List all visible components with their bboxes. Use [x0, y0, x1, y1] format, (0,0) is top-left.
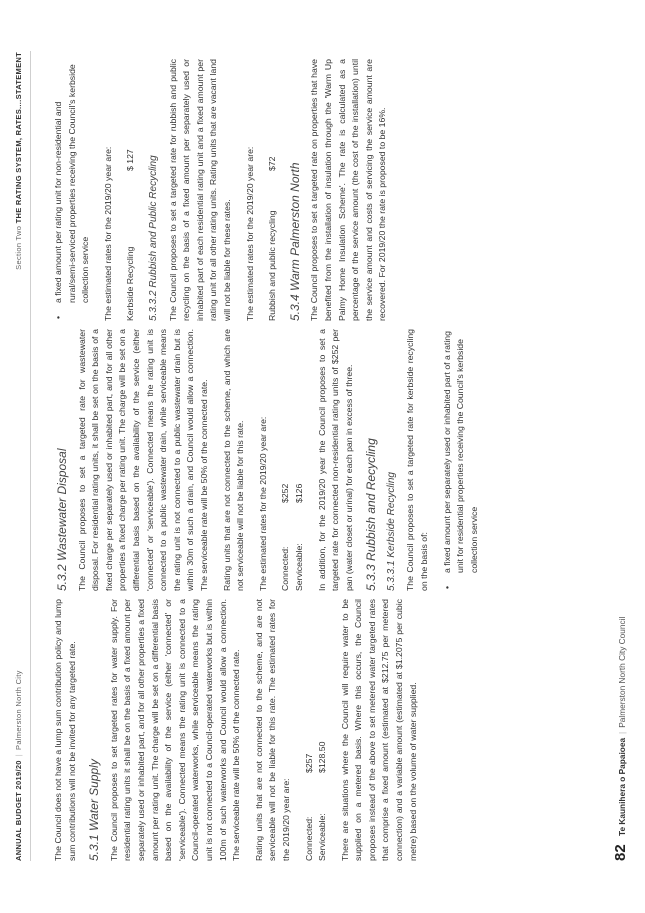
rate-value: $128.50 — [317, 741, 328, 773]
paragraph: The estimated rates for the 2019/20 year are: — [257, 416, 268, 591]
paragraph: The Council does not have a lump sum contribution policy and lump sum contributions will not be invited for any targeted rate. — [53, 599, 77, 861]
bullet-list — [52, 59, 93, 321]
rate-value: $ 127 — [125, 149, 136, 171]
rate-label: Rubbish and public recycling — [267, 210, 278, 321]
rate-value: $252 — [280, 483, 291, 503]
page-number: 82 — [612, 844, 629, 861]
list-item-text: a fixed amount per separately used or inhabited part of a rating unit for residential properties receiving the Council's kerbside collection service — [441, 331, 479, 573]
rate-label: Connected: — [303, 816, 314, 861]
header-divider — [30, 51, 31, 861]
council-maori-name: Te Kaunihera o Papaioea — [617, 737, 627, 836]
paragraph: The estimated rates for the 2019/20 year are: — [102, 146, 113, 321]
header-right — [14, 52, 23, 270]
rate-row — [303, 599, 317, 861]
header-left: ANNUAL BUDGET 2019/20|Palmerston North City — [14, 670, 23, 861]
rate-row — [293, 329, 307, 591]
paragraph: The Council proposes to set a targeted rate for wastewater disposal. For residential rating units, it shall be set on the basis of a fixed charge per separately used or inhabited part, and for all other properties a fixed charge per rating unit. The charge will be set on a differential basis based on the availability of the service (either 'connected' or 'serviceable'). Connected means the rating unit is connected to a public wastewater drain, while serviceable means the rating unit is not connected to a public wastewater drain but is within 30m of such a drain, and Council would allow a connection. The serviceable rate will be 50% of the connected rate. — [76, 329, 209, 591]
rate-label: Connected: — [280, 546, 291, 591]
rate-row — [279, 329, 293, 591]
rate-label: Kerbside Recycling — [125, 246, 136, 321]
paragraph: There are situations where the Council will require water to be supplied on a metered basis. Where this occurs, the Council proposes instead of the above to set metered water targeted rates that comprise a fixed amount (estimated at $212.75 per metered connection) and a variable amount (estimated at $1.2075 per cubic metre) based on the volume of water supplied. — [339, 599, 418, 861]
list-item — [441, 329, 482, 591]
rate-row — [266, 59, 280, 321]
rate-value: $72 — [267, 156, 278, 171]
heading-kerbside-recycling: 5.3.3.1 Kerbside Recycling — [385, 472, 397, 591]
heading-rubbish-recycling: 5.3.3 Rubbish and Recycling — [364, 438, 379, 591]
bullet-icon: • — [53, 315, 63, 319]
budget-title: ANNUAL BUDGET 2019/20 — [14, 760, 23, 861]
paragraph: The Council proposes to set a targeted rate on properties that have benefited from the installation of insulation through the 'Warm Up Palmy Home Insulation Scheme'. The rate is calculated as a percentage of the service amount (the cost of the installation) until the service amount and costs of servicing the service amount are recovered. For 2019/20 the rate is proposed to be 16%. — [309, 59, 388, 321]
rate-label: Serviceable: — [317, 813, 328, 861]
list-item-text: a fixed amount per rating unit for non-residential and rural/semi-serviced properties receiving the Council's kerbside collection service — [53, 64, 91, 303]
paragraph: The Council proposes to set targeted rates for water supply. For residential rating units it shall be on the basis of a fixed amount per separately used or inhabited part, and for all other properties a fixed amount per rating unit. The charge will be set on a differential basis based on the availability of the service (either 'connected' or 'serviceable'). Connected means the rating unit is connected to a Council-operated waterworks, while serviceable means the rating unit is not connected to a Council-operated waterworks but is within 100m of such waterworks and Council would allow a connection. The serviceable rate will be 50% of the connected rate. — [108, 599, 242, 861]
council-name: Palmerston North City Council — [617, 616, 627, 728]
paragraph: In addition, for the 2019/20 year the Council proposes to set a targeted rate for connected non-residential rating units of $252 per pan (water closet or urinal) for each pan in excess of three. — [316, 329, 354, 591]
city-name: Palmerston North City — [14, 670, 23, 750]
section-label: Section Two — [14, 225, 23, 270]
rate-row — [124, 59, 138, 321]
column-3 — [52, 59, 399, 321]
paragraph: The estimated rates for the 2019/20 year are: — [244, 146, 255, 321]
column-1 — [52, 599, 429, 861]
rate-value: $126 — [293, 483, 304, 503]
paragraph: The Council proposes to set a targeted rate for kerbside recycling on the basis of: — [405, 329, 430, 591]
rate-row — [316, 599, 330, 861]
heading-wastewater: 5.3.2 Wastewater Disposal — [55, 448, 69, 591]
page-footer: 82 Te Kaunihera o Papaioea|Palmerston North City Council — [612, 616, 629, 861]
rate-value: $257 — [303, 753, 314, 773]
section-title: THE RATING SYSTEM, RATES....STATEMENT — [14, 52, 23, 224]
heading-water-supply: 5.3.1 Water Supply — [87, 759, 102, 861]
bullet-list — [441, 329, 482, 591]
paragraph: Rating units that are not connected to the scheme, and are not serviceable will not be liable for this rate. The estimated rates for the 2019/20 year are: — [253, 599, 291, 861]
heading-rubbish-public-recycling: 5.3.3.2 Rubbish and Public Recycling — [147, 155, 159, 321]
heading-warm-palmerston-north: 5.3.4 Warm Palmerston North — [287, 162, 302, 321]
bullet-icon: • — [441, 585, 452, 589]
rate-label: Serviceable: — [293, 543, 304, 591]
column-2 — [52, 329, 490, 591]
paragraph: Rating units that are not connected to the scheme, and which are not serviceable will not be liable for this rate. — [221, 329, 246, 591]
list-item — [52, 59, 93, 321]
paragraph: The Council proposes to set a targeted rate for rubbish and public recycling on the basis of a fixed amount per separately used or inhabited part of each residential rating unit and a fixed amount per rating unit for all other rating units. Rating units that are vacant land will not be liable for these rates. — [167, 59, 232, 321]
